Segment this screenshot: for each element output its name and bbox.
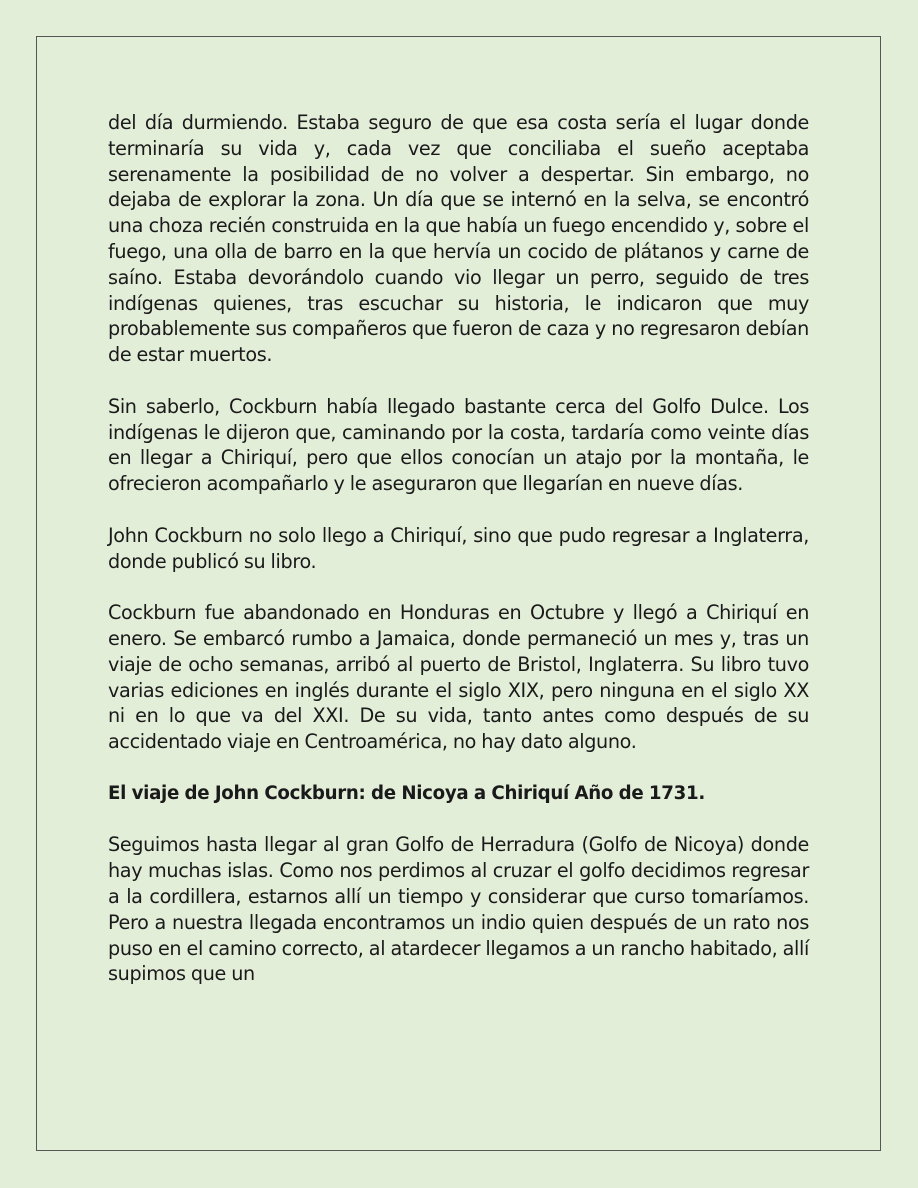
paragraph-1: del día durmiendo. Estaba seguro de que esa costa sería el lugar donde terminaría su vida y, cada vez que conciliaba el sueño aceptaba serenamente la posibilidad de no volver a despertar. Sin embargo, no dejaba de explorar la zona. Un día que se internó en la selva, se encontró una choza recién construida en la que había un fuego encendido y, sobre el fuego, una olla de barro en la que hervía un cocido de plátanos y carne de saíno. Estaba devorándolo cuando vio llegar un perro, seguido de tres indígenas quienes, tras escuchar su historia, le indicaron que muy probablemente sus compañeros que fueron de caza y no regresaron debían de estar muertos. xyxy=(108,111,809,367)
paragraph-2: Sin saberlo, Cockburn había llegado bastante cerca del Golfo Dulce. Los indígenas le dijeron que, caminando por la costa, tardaría como veinte días en llegar a Chiriquí, pero que ellos conocían un atajo por la montaña, le ofrecieron acompañarlo y le aseguraron que llegarían en nueve días. xyxy=(108,394,809,496)
paragraph-4: Cockburn fue abandonado en Honduras en Octubre y llegó a Chiriquí en enero. Se embarcó rumbo a Jamaica, donde permaneció un mes y, tras un viaje de ocho semanas, arribó al puerto de Bristol, Inglaterra. Su libro tuvo varias ediciones en inglés durante el siglo XIX, pero ninguna en el siglo XX ni en lo que va del XXI. De su vida, tanto antes como después de su accidentado viaje en Centroamérica, no hay dato alguno. xyxy=(108,601,809,754)
section-heading: El viaje de John Cockburn: de Nicoya a Chiriquí Año de 1731. xyxy=(108,782,705,804)
paragraph-3: John Cockburn no solo llego a Chiriquí, sino que pudo regresar a Inglaterra, donde publicó su libro. xyxy=(108,523,809,573)
paragraph-5: Seguimos hasta llegar al gran Golfo de Herradura (Golfo de Nicoya) donde hay muchas islas. Como nos perdimos al cruzar el golfo decidimos regresar a la cordillera, estarnos allí un tiempo y considerar que curso tomaríamos. Pero a nuestra llegada encontramos un indio quien después de un rato nos puso en el camino correcto, al atardecer llegamos a un rancho habitado, allí supimos que un xyxy=(108,833,809,986)
document-body xyxy=(108,110,809,1013)
